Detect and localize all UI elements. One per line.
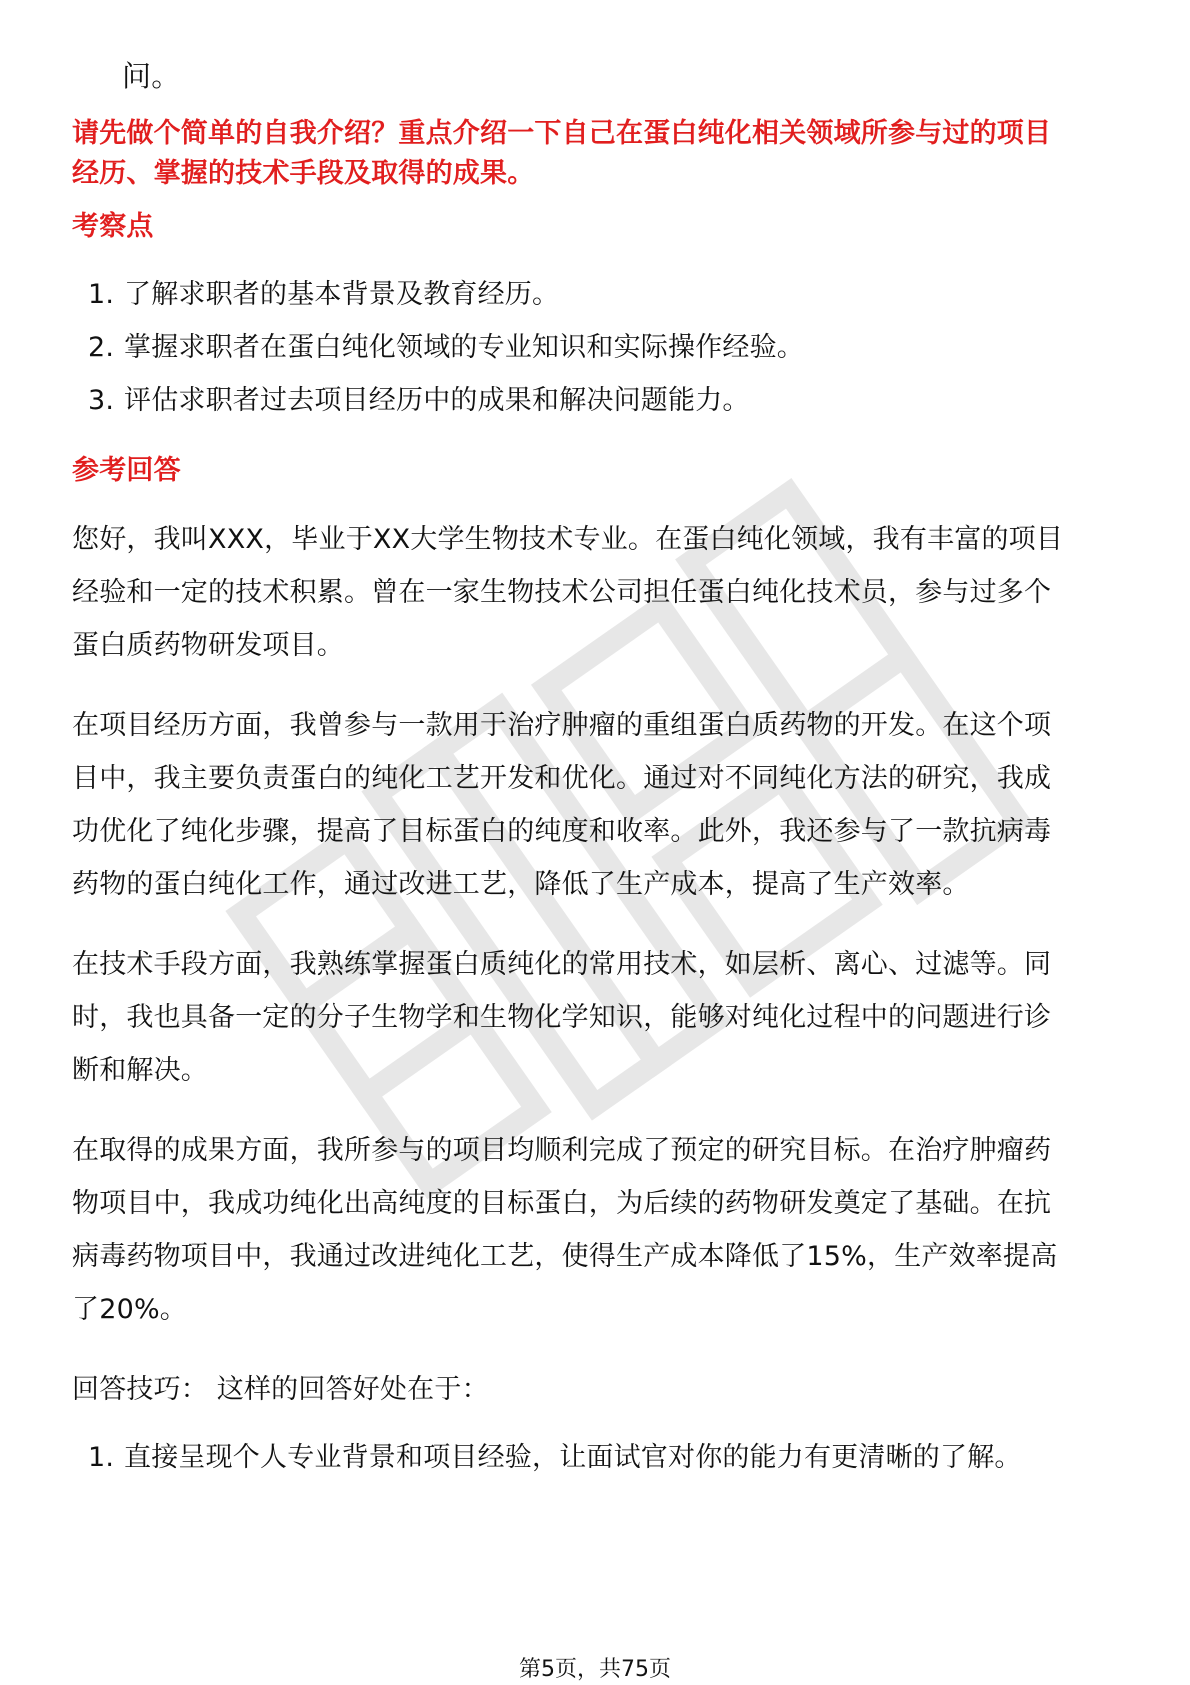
list-number: 3.	[88, 385, 115, 416]
answer-paragraph-3-line: 时，我也具备一定的分子生物学和生物化学知识，能够对纯化过程中的问题进行诊	[72, 1002, 1052, 1033]
answer-paragraph-1-line: 蛋白质药物研发项目。	[72, 630, 344, 661]
answer-paragraph-3-line: 断和解决。	[72, 1055, 208, 1086]
list-item-text: 直接呈现个人专业背景和项目经验，让面试官对你的能力有更清晰的了解。	[124, 1442, 1022, 1473]
answer-paragraph-1-line: 经验和一定的技术积累。曾在一家生物技术公司担任蛋白纯化技术员，参与过多个	[72, 577, 1052, 608]
answer-paragraph-2-line: 药物的蛋白纯化工作，通过改进工艺，降低了生产成本，提高了生产效率。	[72, 869, 970, 900]
answer-paragraph-2-line: 功优化了纯化步骤，提高了目标蛋白的纯度和收率。此外，我还参与了一款抗病毒	[72, 816, 1052, 847]
answer-paragraph-4-line: 物项目中，我成功纯化出高纯度的目标蛋白，为后续的药物研发奠定了基础。在抗	[72, 1188, 1052, 1219]
list-item-text: 评估求职者过去项目经历中的成果和解决问题能力。	[124, 385, 750, 416]
list-number: 1.	[88, 279, 115, 310]
exam-points-heading: 考察点	[72, 211, 154, 242]
exam-point-item	[88, 381, 750, 421]
answer-paragraph-4-line: 了20%。	[72, 1294, 188, 1325]
list-number: 2.	[88, 332, 115, 363]
reference-answer-heading: 参考回答	[72, 455, 181, 486]
exam-point-item	[88, 328, 804, 368]
intro-tail-text: 问。	[122, 59, 181, 93]
page-footer: 第5页，共75页	[519, 1657, 671, 1682]
exam-point-item	[88, 275, 559, 315]
answer-paragraph-2-line: 在项目经历方面，我曾参与一款用于治疗肿瘤的重组蛋白质药物的开发。在这个项	[72, 710, 1052, 741]
answer-paragraph-3-line: 在技术手段方面，我熟练掌握蛋白质纯化的常用技术，如层析、离心、过滤等。同	[72, 949, 1052, 980]
list-number: 1.	[88, 1442, 115, 1473]
answer-paragraph-1-line: 您好，我叫XXX，毕业于XX大学生物技术专业。在蛋白纯化领域，我有丰富的项目	[72, 524, 1064, 555]
question-line-1: 请先做个简单的自我介绍？重点介绍一下自己在蛋白纯化相关领域所参与过的项目	[72, 118, 1052, 149]
answer-paragraph-2-line: 目中，我主要负责蛋白的纯化工艺开发和优化。通过对不同纯化方法的研究，我成	[72, 763, 1052, 794]
answer-paragraph-4-line: 在取得的成果方面，我所参与的项目均顺利完成了预定的研究目标。在治疗肿瘤药	[72, 1135, 1052, 1166]
list-item-text: 掌握求职者在蛋白纯化领域的专业知识和实际操作经验。	[124, 332, 804, 363]
answer-paragraph-4-line: 病毒药物项目中，我通过改进纯化工艺，使得生产成本降低了15%，生产效率提高	[72, 1241, 1058, 1272]
question-line-2: 经历、掌握的技术手段及取得的成果。	[72, 158, 535, 189]
tip-item	[88, 1438, 1022, 1478]
list-item-text: 了解求职者的基本背景及教育经历。	[124, 279, 560, 310]
answer-tips-intro: 回答技巧： 这样的回答好处在于：	[72, 1374, 489, 1405]
